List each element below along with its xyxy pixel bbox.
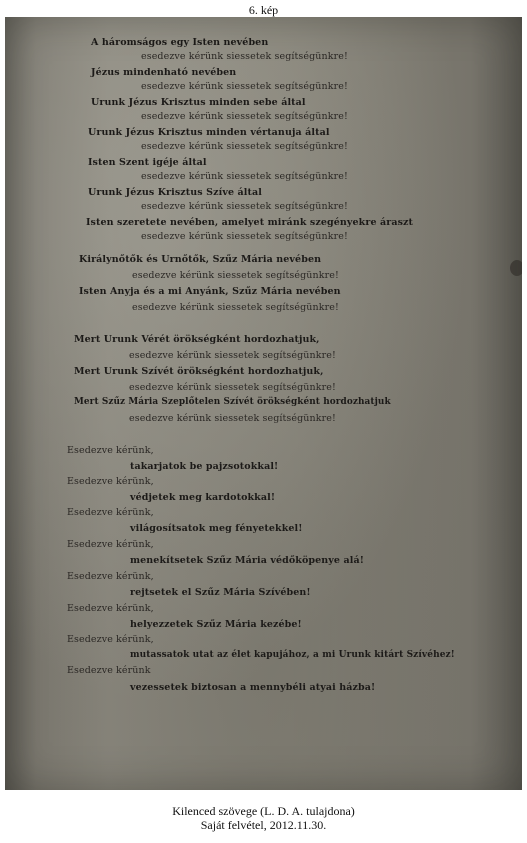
prayer-line: Jézus mindenható nevében bbox=[91, 67, 237, 78]
prayer-refrain: esedezve kérünk siessetek segítségünkre! bbox=[132, 302, 339, 313]
prayer-line: Mert Szűz Mária Szeplőtelen Szívét örökségként hordozhatjuk bbox=[74, 397, 391, 407]
prayer-refrain: esedezve kérünk siessetek segítségünkre! bbox=[132, 270, 339, 281]
prayer-refrain: esedezve kérünk siessetek segítségünkre! bbox=[129, 382, 336, 393]
prayer-line: Mert Urunk Szívét örökségként hordozhatjuk, bbox=[74, 366, 324, 377]
petition-line: védjetek meg kardotokkal! bbox=[130, 492, 276, 503]
petition-intro: Esedezve kérünk, bbox=[67, 507, 154, 518]
prayer-refrain: esedezve kérünk siessetek segítségünkre! bbox=[141, 111, 348, 122]
caption-line-source: Kilenced szövege (L. D. A. tulajdona) bbox=[172, 804, 355, 818]
prayer-text bbox=[5, 17, 522, 790]
prayer-line: Mert Urunk Vérét örökségként hordozhatjuk, bbox=[74, 334, 320, 345]
prayer-refrain: esedezve kérünk siessetek segítségünkre! bbox=[141, 231, 348, 242]
prayer-refrain: esedezve kérünk siessetek segítségünkre! bbox=[141, 171, 348, 182]
prayer-line: A háromságos egy Isten nevében bbox=[91, 37, 269, 48]
prayer-refrain: esedezve kérünk siessetek segítségünkre! bbox=[141, 201, 348, 212]
petition-line: mutassatok utat az élet kapujához, a mi Urunk kitárt Szívéhez! bbox=[130, 650, 455, 660]
petition-intro: Esedezve kérünk, bbox=[67, 539, 154, 550]
petition-intro: Esedezve kérünk, bbox=[67, 571, 154, 582]
petition-line: világosítsatok meg fényetekkel! bbox=[130, 523, 303, 534]
petition-line: vezessetek biztosan a mennybéli atyai házba! bbox=[130, 682, 376, 693]
petition-intro: Esedezve kérünk, bbox=[67, 445, 154, 456]
prayer-refrain: esedezve kérünk siessetek segítségünkre! bbox=[129, 350, 336, 361]
petition-intro: Esedezve kérünk, bbox=[67, 634, 154, 645]
caption-line-date: Saját felvétel, 2012.11.30. bbox=[200, 818, 327, 832]
figure-label: 6. kép bbox=[248, 3, 279, 17]
prayer-refrain: esedezve kérünk siessetek segítségünkre! bbox=[141, 81, 348, 92]
petition-line: menekítsetek Szűz Mária védőköpenye alá! bbox=[130, 555, 364, 566]
prayer-refrain: esedezve kérünk siessetek segítségünkre! bbox=[141, 51, 348, 62]
prayer-line: Urunk Jézus Krisztus minden sebe által bbox=[91, 97, 306, 108]
petition-intro: Esedezve kérünk bbox=[67, 665, 151, 676]
photograph-of-prayer-sheet bbox=[5, 17, 522, 790]
prayer-line: Királynőtők és Urnőtők, Szűz Mária nevében bbox=[79, 254, 322, 265]
petition-intro: Esedezve kérünk, bbox=[67, 603, 154, 614]
prayer-refrain: esedezve kérünk siessetek segítségünkre! bbox=[141, 141, 348, 152]
prayer-refrain: esedezve kérünk siessetek segítségünkre! bbox=[129, 413, 336, 424]
ink-blot bbox=[510, 260, 522, 276]
figure-caption bbox=[0, 804, 527, 832]
petition-line: rejtsetek el Szűz Mária Szívében! bbox=[130, 587, 311, 598]
prayer-line: Isten szeretete nevében, amelyet miránk szegényekre áraszt bbox=[86, 217, 414, 228]
petition-intro: Esedezve kérünk, bbox=[67, 476, 154, 487]
prayer-line: Isten Szent igéje által bbox=[88, 157, 207, 168]
prayer-line: Urunk Jézus Krisztus minden vértanuja által bbox=[88, 127, 330, 138]
prayer-line: Isten Anyja és a mi Anyánk, Szűz Mária nevében bbox=[79, 286, 341, 297]
prayer-line: Urunk Jézus Krisztus Szíve által bbox=[88, 187, 262, 198]
petition-line: helyezzetek Szűz Mária kezébe! bbox=[130, 619, 302, 630]
petition-line: takarjatok be pajzsotokkal! bbox=[130, 461, 279, 472]
